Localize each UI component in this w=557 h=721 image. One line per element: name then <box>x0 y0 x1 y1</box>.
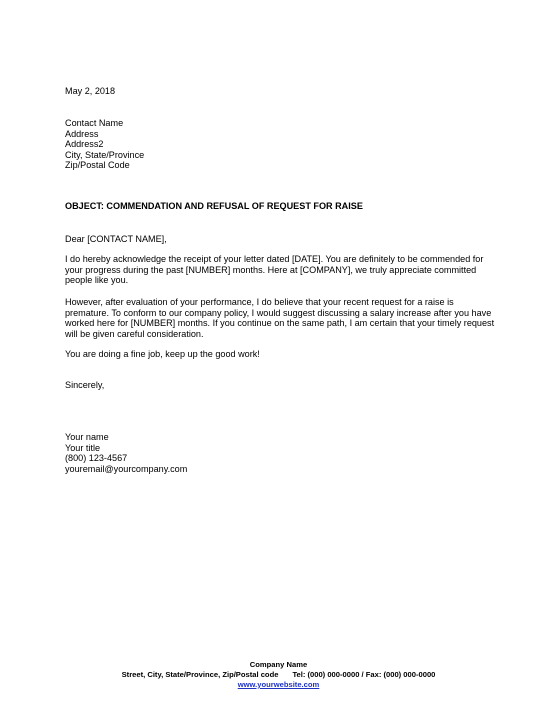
letter-closing: Sincerely, <box>65 380 105 390</box>
footer-contact: Tel: (000) 000-0000 / Fax: (000) 000-0000 <box>292 670 436 679</box>
signature-name: Your name <box>65 432 109 442</box>
signature-title: Your title <box>65 442 101 453</box>
letter-salutation: Dear [CONTACT NAME], <box>65 234 167 244</box>
footer-website <box>0 680 557 690</box>
footer-address-line <box>0 670 557 680</box>
recipient-address <box>65 118 495 171</box>
signature-phone: (800) 123-4567 <box>65 453 128 464</box>
recipient-address-line-1: Address <box>65 128 99 139</box>
recipient-city: City, State/Province <box>65 149 145 160</box>
letter-date: May 2, 2018 <box>65 86 116 96</box>
footer-company-name: Company Name <box>249 660 308 669</box>
recipient-address-line-2: Address2 <box>65 139 104 150</box>
signature-email: youremail@yourcompany.com <box>65 463 188 474</box>
letter-paragraph-1: I do hereby acknowledge the receipt of your letter dated [DATE]. You are definitely to be commended for your progress during the past [NUMBER] months. Here at [COMPANY], we truly appreciate committed people like you. <box>65 254 484 286</box>
letter-paragraph-3: You are doing a fine job, keep up the good work! <box>65 349 260 359</box>
footer-address: Street, City, State/Province, Zip/Postal code <box>121 670 279 679</box>
recipient-name: Contact Name <box>65 118 124 128</box>
letter-paragraph-2: However, after evaluation of your performance, I do believe that your recent request for a raise is premature. To conform to our company policy, I would suggest discussing a salary increase after you have worked here for [NUMBER] months. If you continue on the same path, I am certain that your timely request will be given careful consideration. <box>65 297 495 339</box>
recipient-zip: Zip/Postal Code <box>65 160 130 171</box>
letter-subject: OBJECT: COMMENDATION AND REFUSAL OF REQUEST FOR RAISE <box>65 201 363 211</box>
website-link[interactable]: www.yourwebsite.com <box>237 680 320 689</box>
signature-block <box>65 432 495 474</box>
